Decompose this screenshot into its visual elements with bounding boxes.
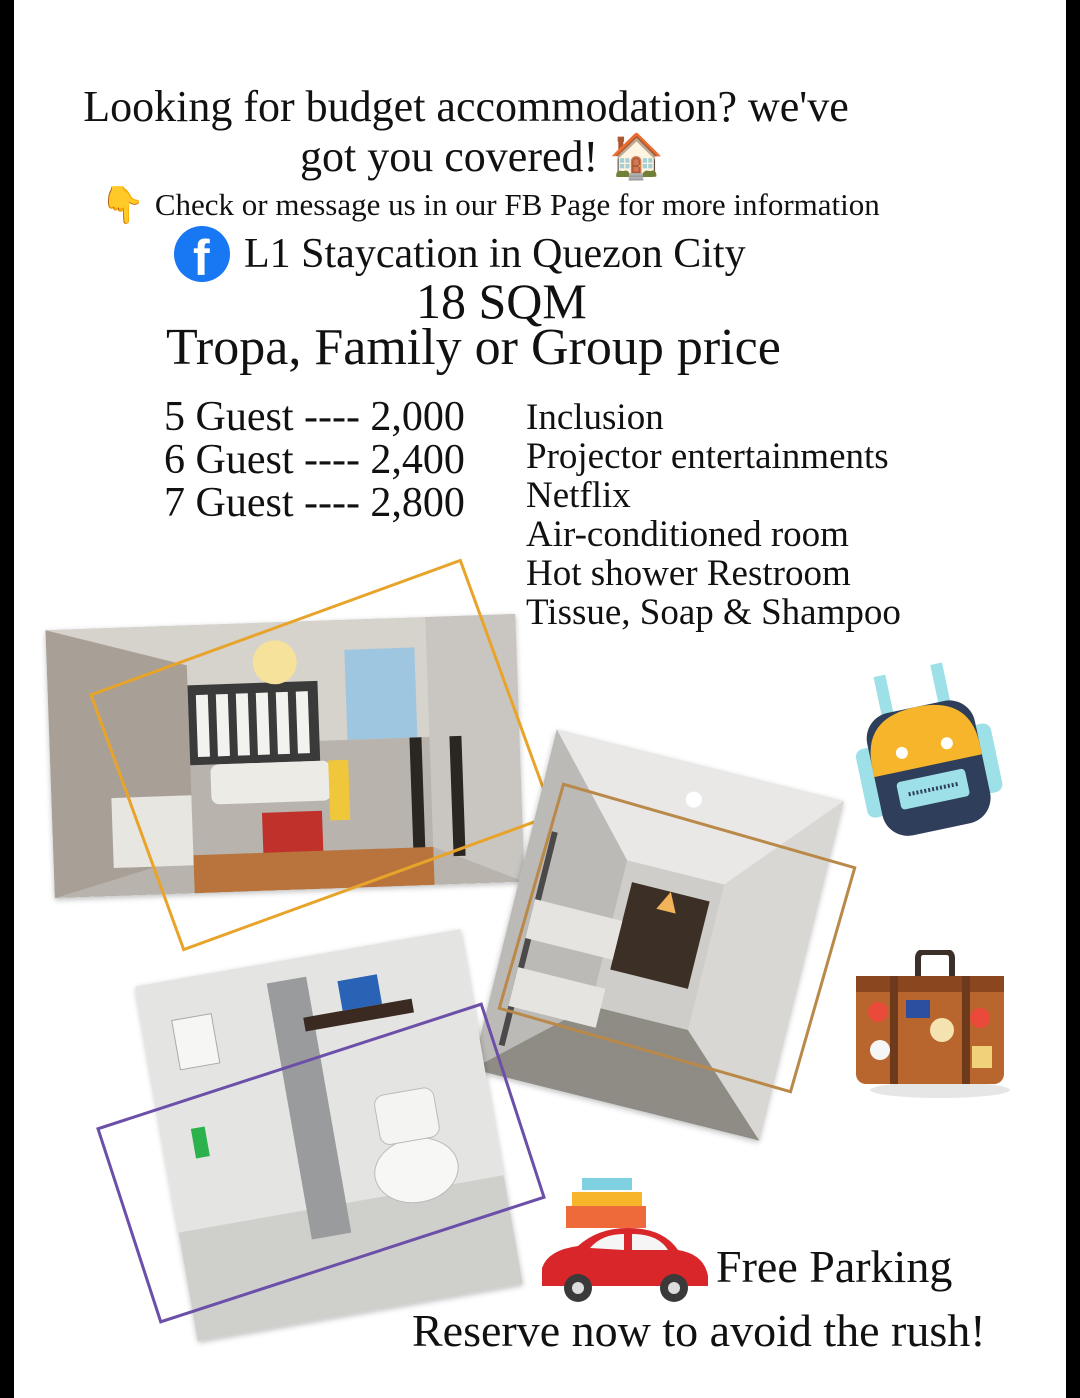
fb-page-name: L1 Staycation in Quezon City bbox=[244, 231, 746, 277]
price-row: 7 Guest ---- 2,800 bbox=[164, 480, 465, 526]
price-title: Tropa, Family or Group price bbox=[166, 319, 781, 376]
pointing-hand-icon: 👇 bbox=[100, 185, 145, 225]
headline-line-1: Looking for budget accommodation? we've bbox=[83, 82, 849, 131]
info-text: Check or message us in our FB Page for more information bbox=[154, 187, 880, 222]
flyer bbox=[14, 0, 1066, 1398]
price-row: 5 Guest ---- 2,000 bbox=[164, 394, 465, 440]
inclusion-heading: Inclusion bbox=[526, 397, 664, 438]
price-row: 6 Guest ---- 2,400 bbox=[164, 437, 465, 483]
price-list bbox=[164, 396, 465, 525]
car-icon bbox=[528, 1176, 718, 1306]
headline-line-2: got you covered! 🏠 bbox=[300, 132, 664, 181]
inclusion-item: Hot shower Restroom bbox=[526, 553, 851, 594]
facebook-icon: f bbox=[174, 226, 230, 282]
inclusion-item: Netflix bbox=[526, 475, 631, 516]
reserve-text: Reserve now to avoid the rush! bbox=[412, 1305, 986, 1356]
backpack-icon bbox=[834, 652, 1016, 849]
inclusion-item: Projector entertainments bbox=[526, 436, 889, 477]
info-line bbox=[100, 184, 880, 226]
free-parking-text: Free Parking bbox=[716, 1241, 953, 1292]
room-size: 18 SQM bbox=[416, 273, 587, 329]
inclusion-item: Tissue, Soap & Shampoo bbox=[526, 592, 901, 633]
suitcase-icon bbox=[850, 950, 1010, 1100]
inclusion-list bbox=[526, 398, 901, 632]
inclusion-item: Air-conditioned room bbox=[526, 514, 849, 555]
